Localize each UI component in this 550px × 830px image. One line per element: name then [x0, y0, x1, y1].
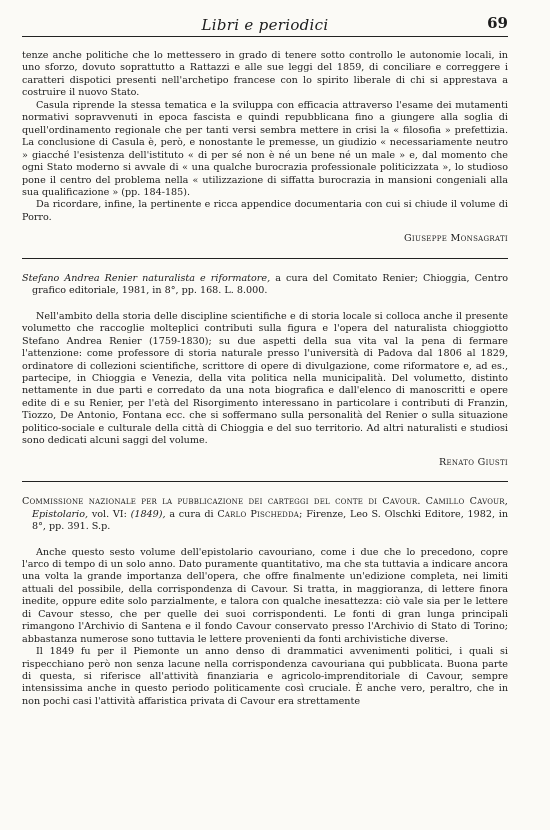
page-content [22, 50, 508, 708]
review-3-commission: Commissione nazionale per la pubblicazione dei carteggi del conte di Cavour. [22, 496, 421, 508]
section-divider-2 [22, 481, 508, 482]
review-2-citation [22, 273, 508, 298]
review-3-publication-details: Firenze, Leo S. Olschki Editore, 1982, in 8°, pp. 391. S.p. [32, 508, 508, 533]
review-1-paragraph-3: Da ricordare, infine, la pertinente e ricca appendice documentaria con cui si chiude il volume di Porro. [22, 199, 508, 223]
review-3-volume: vol. VI: [91, 508, 127, 520]
review-2-publication-details: a cura del Comitato Renier; Chioggia, Centro grafico editoriale, 1981, in 8°, pp. 168. L. 8.000. [32, 272, 508, 297]
review-3-year: (1849), [130, 508, 166, 520]
review-1-paragraph-1: tenze anche politiche che lo mettessero in grado di tenere sotto controllo le autonomie locali, in uno sforzo, dovuto soprattutto a Rattazzi e alle sue leggi del 1859, di conciliare e correggere i caratteri dispotici presenti nell'archetipo francese con lo spirito liberale di chi si apprestava a costruire il nuovo Stato. [22, 50, 508, 99]
review-2-paragraph-1: Nell'ambito della storia delle discipline scientifiche e di storia locale si colloca anche il presente volumetto che raccoglie molteplici contributi sulla figura e l'opera del naturalista chioggiotto Stefano Andrea Renier (1759-1830); su due aspetti della sua vita val la pena di fermare l'attenzione: come professore di storia naturale presso l'università di Padova dal 1806 al 1829, ordinatore di collezioni scientifiche, scrittore di opere di divulgazione, come riformatore e, ad es., partecipe, in Chioggia e Venezia, della vita politica nella municipalità. Del volumetto, distinto nettamente in due parti e corredato da una nota biografica e dall'elenco di manoscritti e opere edite di e su Renier, per l'età del Risorgimento interessano in particolare i contributi di Franzin, Tiozzo, De Antonio, Fontana ecc. che si soffermano sulla personalità del Renier o sulla situazione politico-sociale e culturale della città di Chioggia e del suo territorio. Ad altri naturalisti e studiosi sono dedicati alcuni saggi del volume. [22, 310, 508, 447]
review-3-citation [22, 496, 508, 533]
section-divider-1 [22, 258, 508, 259]
review-3-book-title: Epistolario, [32, 508, 89, 520]
running-title: Libri e periodici [201, 16, 329, 34]
review-3-author: Camillo Cavour, [425, 496, 508, 508]
running-head [22, 14, 508, 37]
review-1-paragraph-2: Casula riprende la stessa tematica e la sviluppa con efficacia attraverso l'esame dei mutamenti normativi sopravvenuti in epoca fascista e quindi repubblicana fino a giungere alla soglia di quell'ordinamento regionale che per tanti versi sembra mettere in crisi la « filosofia » prefettizia. La conclusione di Casula è, però, e nonostante le premesse, un giudizio « necessariamente neutro » giacché l'esistenza dell'istituto « di per sé non è né un bene né un male » e, dal momento che ogni Stato moderno si avvale di « una qualche burocrazia professionale politicizzata », lo studioso pone il centro del problema nella « utilizzazione di siffatta burocrazia in mansioni congeniali alla sua qualificazione » (pp. 184-185). [22, 99, 508, 198]
review-3-curator: Carlo Pischedda; [217, 508, 303, 520]
review-3-paragraph-1: Anche questo sesto volume dell'epistolario cavouriano, come i due che lo precedono, copre l'arco di tempo di un solo anno. Dato puramente quantitativo, ma che sta tuttavia a indicare ancora una volta la grande importanza dell'opera, che offre finalmente un'edizione completa, nei limiti attuali del possibile, della corrispondenza di Cavour. Si tratta, in maggioranza, di lettere finora inedite, oppure edite solo parzialmente, e talora con qualche inesattezza: ciò vale sia per le lettere di Cavour stesso, che per quelle dei suoi corrispondenti. Le fonti di gran lunga principali rimangono l'Archivio di Santena e il fondo Cavour conservato presso l'Archivio di Stato di Torino; abbastanza numerose sono tuttavia le lettere provenienti da fonti archivistiche diverse. [22, 546, 508, 645]
review-3-curator-prefix: a cura di [169, 508, 214, 520]
review-1-signature: Giuseppe Monsagrati [403, 233, 508, 245]
review-monsagrati [22, 50, 508, 246]
page-number: 69 [487, 14, 508, 32]
review-2-signature: Renato Giusti [438, 456, 508, 468]
review-cavour [22, 496, 508, 708]
review-3-paragraph-2: Il 1849 fu per il Piemonte un anno denso di drammatici avvenimenti politici, i quali si rispecchiano però non senza lacune nella corrispondenza cavouriana qui pubblicata. Buona parte di questa, si riferisce all'attività finanziaria e agricolo-imprenditoriale di Cavour, sempre intensissima anche in questo periodo politicamente così cruciale. È anche vero, peraltro, che in non pochi casi l'attività affaristica privata di Cavour era strettamente [22, 646, 508, 707]
review-2-book-title: Stefano Andrea Renier naturalista e riformatore, [22, 272, 271, 284]
review-renier [22, 273, 508, 469]
